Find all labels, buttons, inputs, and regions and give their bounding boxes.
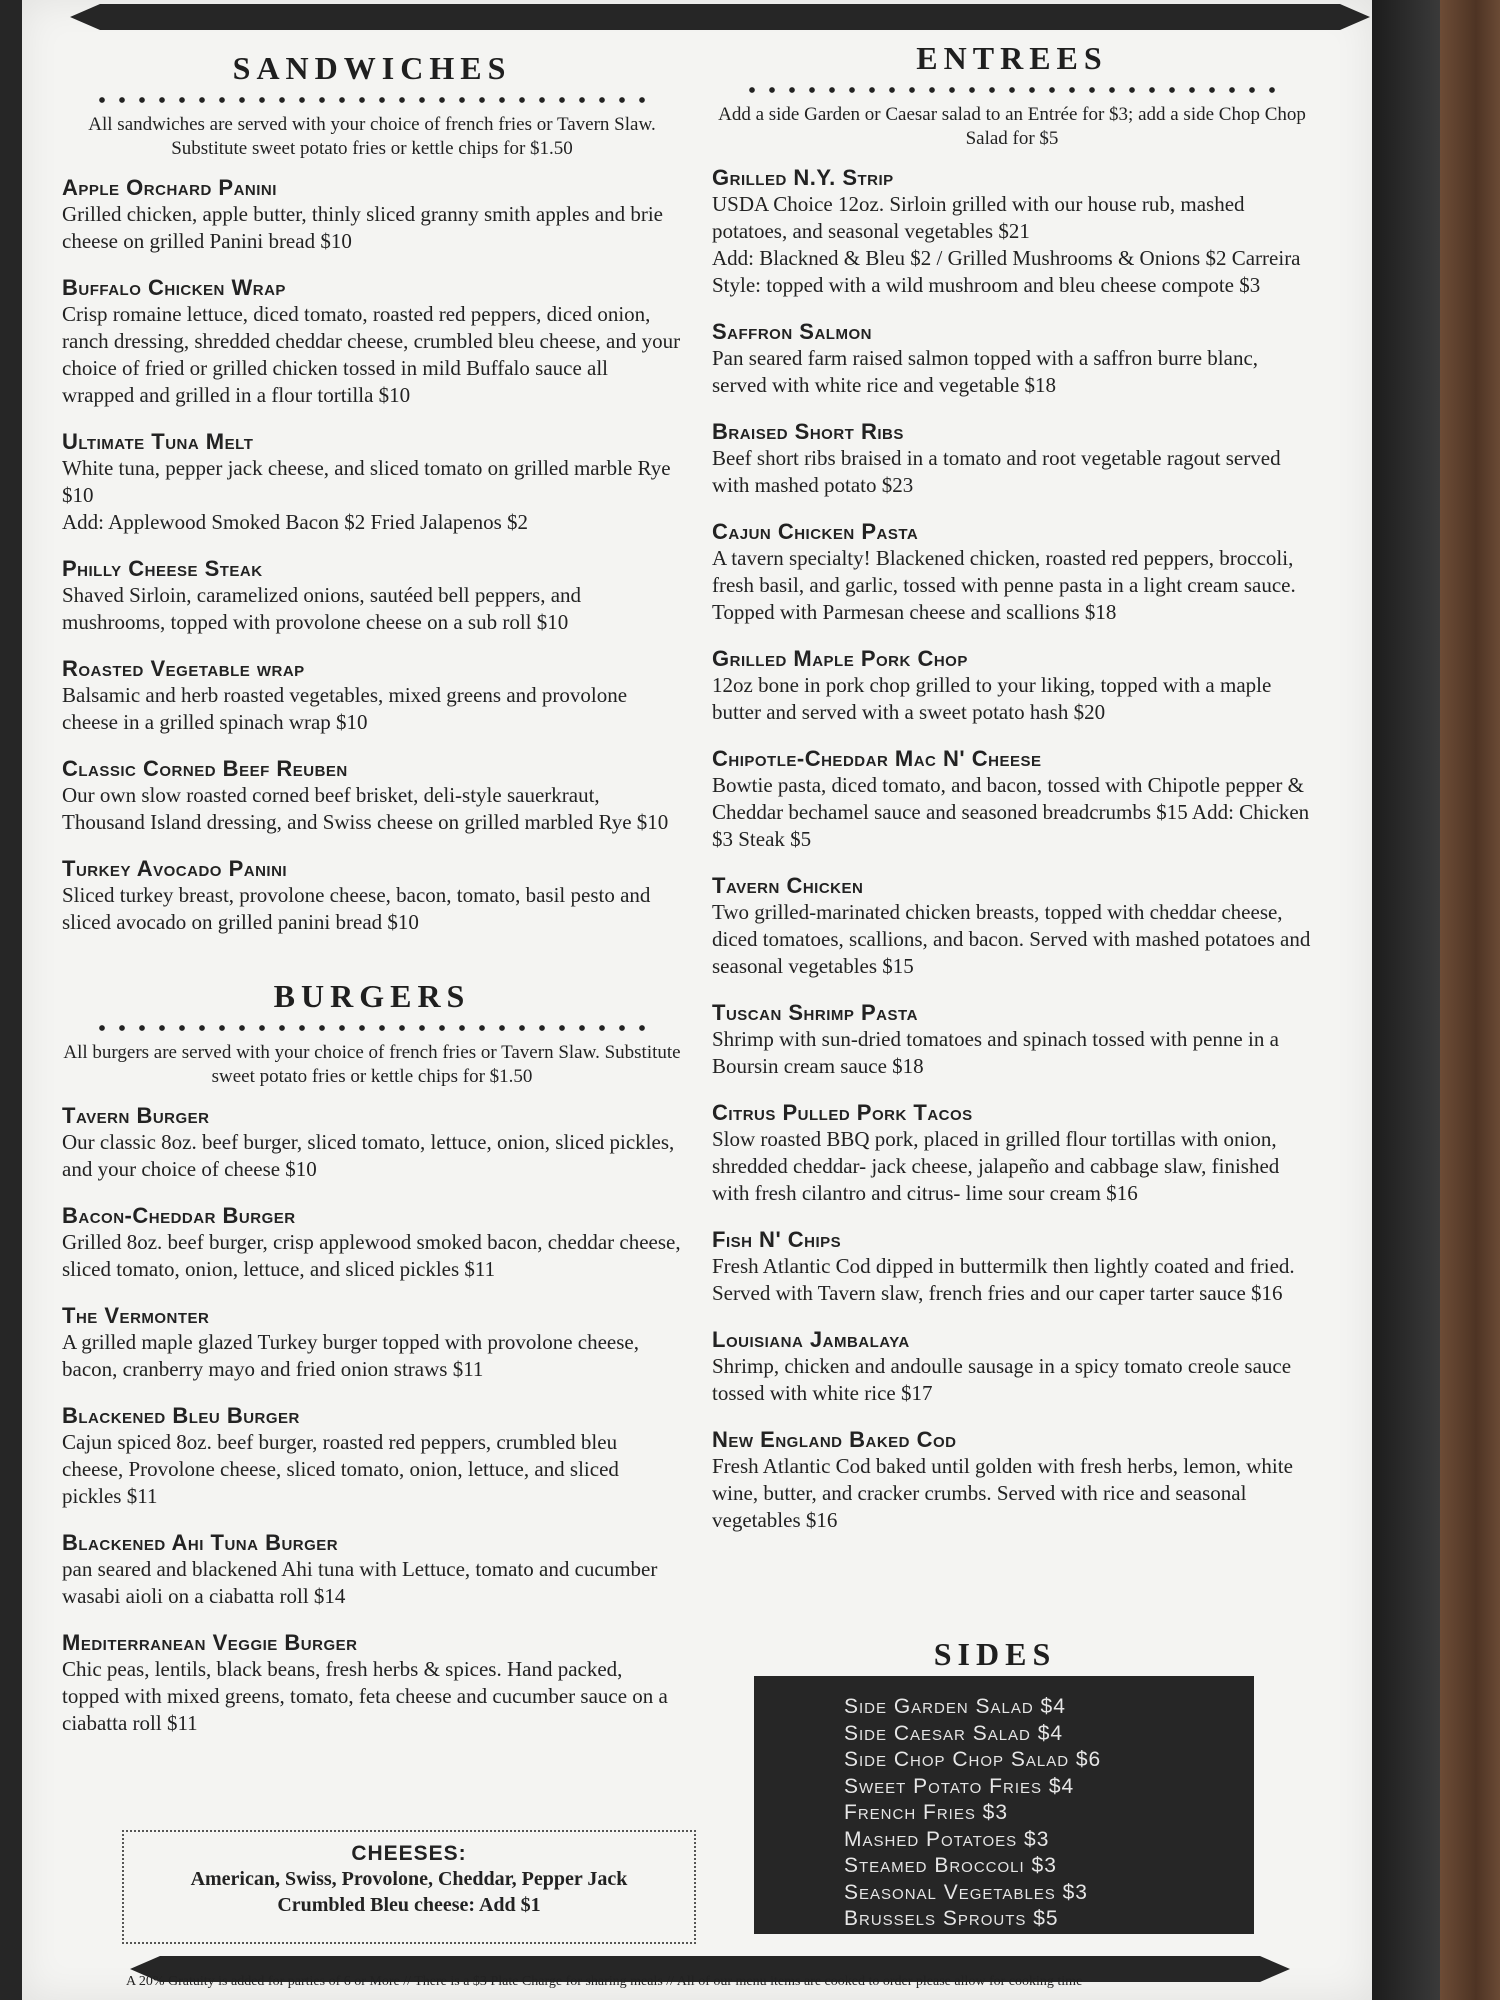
menu-item [62, 1103, 682, 1183]
menu-item-name: Mediterranean Veggie Burger [62, 1630, 358, 1655]
menu-edge [1372, 0, 1440, 2000]
menu-item-name: Apple Orchard Panini [62, 175, 277, 200]
cheeses-addon: Crumbled Bleu cheese: Add $1 [277, 1894, 541, 1916]
menu-item-description: Shrimp, chicken and andoulle sausage in a spicy tomato creole sauce tossed with white rice $17 [712, 1354, 1292, 1405]
menu-item-name: Fish N' Chips [712, 1227, 842, 1252]
menu-item-description: Sliced turkey breast, provolone cheese, bacon, tomato, basil pesto and sliced avocado on grilled panini bread $10 [62, 883, 651, 934]
menu-item-name: Grilled Maple Pork Chop [712, 646, 968, 671]
menu-item-name: Tuscan Shrimp Pasta [712, 1000, 918, 1025]
right-column [712, 40, 1312, 1554]
menu-item-description: Beef short ribs braised in a tomato and root vegetable ragout served with mashed potato $23 [712, 446, 1281, 497]
side-item: Side Chop Chop Salad $6 [844, 1748, 1102, 1771]
menu-item-name: Blackened Ahi Tuna Burger [62, 1530, 339, 1555]
menu-item [62, 1203, 682, 1283]
menu-item-name: Citrus Pulled Pork Tacos [712, 1100, 973, 1125]
dotted-divider [742, 83, 1282, 97]
menu-item-name: Saffron Salmon [712, 319, 872, 344]
sides-title: SIDES [933, 1636, 1057, 1672]
menu-item-description: White tuna, pepper jack cheese, and sliced tomato on grilled marble Rye $10 [62, 456, 671, 507]
menu-item [712, 165, 1312, 299]
side-item: Sweet Potato Fries $4 [844, 1774, 1075, 1798]
burgers-section [62, 978, 682, 1737]
menu-item-description: Shaved Sirloin, caramelized onions, sautéed bell peppers, and mushrooms, topped with provolone cheese on a sub roll $10 [62, 583, 582, 634]
sides-list [754, 1676, 1254, 1933]
menu-item [712, 419, 1312, 499]
menu-item-description: Slow roasted BBQ pork, placed in grilled flour tortillas with onion, shredded cheddar- jack cheese, jalapeño and cabbage slaw, finished with fresh cilantro and citrus- lime sour cream $16 [712, 1127, 1280, 1205]
burgers-title: BURGERS [273, 978, 471, 1014]
menu-item-addons: Add: Applewood Smoked Bacon $2 Fried Jalapenos $2 [62, 510, 529, 534]
menu-item [712, 1427, 1312, 1534]
sandwiches-section [62, 50, 682, 936]
menu-item-name: Ultimate Tuna Melt [62, 429, 254, 454]
burger-list [62, 1103, 682, 1737]
side-item: Side Caesar Salad $4 [844, 1721, 1064, 1745]
menu-item [712, 319, 1312, 399]
entrees-title: ENTREES [916, 40, 1108, 76]
menu-item-description: Grilled 8oz. beef burger, crisp applewood smoked bacon, cheddar cheese, sliced tomato, onion, lettuce, and sliced pickles $11 [62, 1230, 681, 1281]
menu-item-name: Braised Short Ribs [712, 419, 904, 444]
menu-item [712, 1227, 1312, 1307]
menu-item-description: Grilled chicken, apple butter, thinly sliced granny smith apples and brie cheese on grilled Panini bread $10 [62, 202, 663, 253]
menu-item-name: Blackened Bleu Burger [62, 1403, 300, 1428]
menu-item [62, 1630, 682, 1737]
menu-item [712, 746, 1312, 853]
side-item: French Fries $3 [844, 1801, 1009, 1824]
menu-item-description: Balsamic and herb roasted vegetables, mixed greens and provolone cheese in a grilled spinach wrap $10 [62, 683, 628, 734]
sides-box [754, 1676, 1254, 1934]
menu-item-description: Our own slow roasted corned beef brisket, deli-style sauerkraut, Thousand Island dressing, and Swiss cheese on grilled marbled Rye $10 [62, 783, 669, 834]
menu-item-description: pan seared and blackened Ahi tuna with Lettuce, tomato and cucumber wasabi aioli on a ciabatta roll $14 [62, 1557, 658, 1608]
sandwiches-note: All sandwiches are served with your choice of french fries or Tavern Slaw. Substitute sweet potato fries or kettle chips for $1.50 [88, 114, 656, 159]
menu-item-name: Classic Corned Beef Reuben [62, 756, 348, 781]
menu-item [62, 429, 682, 536]
menu-item [62, 556, 682, 636]
menu-item [62, 856, 682, 936]
side-item: Side Garden Salad $4 [844, 1695, 1066, 1718]
menu-item-name: Louisiana Jambalaya [712, 1327, 910, 1352]
menu-item-description: Crisp romaine lettuce, diced tomato, roasted red peppers, diced onion, ranch dressing, shredded cheddar cheese, crumbled bleu cheese, and your choice of fried or grilled chicken tossed in mild Buffalo sauce all wrapped and grilled in a flour tortilla $10 [62, 302, 681, 407]
menu-item-description: USDA Choice 12oz. Sirloin grilled with our house rub, mashed potatoes, and seasonal vegetables $21 [712, 192, 1245, 243]
dotted-divider [92, 1021, 652, 1035]
menu-item-description: Our classic 8oz. beef burger, sliced tomato, lettuce, onion, sliced pickles, and your choice of cheese $10 [62, 1130, 675, 1181]
menu-item-description: Fresh Atlantic Cod dipped in buttermilk then lightly coated and fried. Served with Tavern slaw, french fries and our caper tarter sauce $16 [712, 1254, 1295, 1305]
left-column [62, 50, 682, 1757]
menu-item-description: 12oz bone in pork chop grilled to your liking, topped with a maple butter and served with a sweet potato hash $20 [712, 673, 1272, 724]
entree-list [712, 165, 1312, 1534]
menu-item [712, 1327, 1312, 1407]
sandwiches-title: SANDWICHES [232, 50, 512, 86]
cheeses-box [122, 1830, 696, 1944]
menu-item [62, 656, 682, 736]
menu-item-description: Fresh Atlantic Cod baked until golden with fresh herbs, lemon, white wine, butter, and cracker crumbs. Served with rice and seasonal vegetables $16 [712, 1454, 1293, 1532]
menu-item-name: Turkey Avocado Panini [62, 856, 288, 881]
menu-item [62, 1530, 682, 1610]
menu-item [712, 519, 1312, 626]
menu-item-name: Philly Cheese Steak [62, 556, 263, 581]
footer-note: A 20% Gratuity is added for parties of 6 or More // There is a $3 Plate Charge for sharing meals // All of our menu items are cooked to order please allow for cooking time [126, 1974, 1083, 1989]
dotted-divider [92, 93, 652, 107]
entrees-section [712, 40, 1312, 1534]
menu-item-description: Two grilled-marinated chicken breasts, topped with cheddar cheese, diced tomatoes, scallions, and bacon. Served with mashed potatoes and seasonal vegetables $15 [712, 900, 1311, 978]
menu-item-description: Pan seared farm raised salmon topped with a saffron burre blanc, served with white rice and vegetable $18 [712, 346, 1259, 397]
menu-item-addons: Add: Blackned & Bleu $2 / Grilled Mushrooms & Onions $2 Carreira Style: topped with a wild mushroom and bleu cheese compote $3 [712, 246, 1301, 297]
top-banner [100, 4, 1340, 30]
menu-item [712, 1000, 1312, 1080]
menu-item-name: Buffalo Chicken Wrap [62, 275, 286, 300]
entrees-note: Add a side Garden or Caesar salad to an Entrée for $3; add a side Chop Chop Salad for $5 [718, 104, 1306, 149]
menu-item-description: Chic peas, lentils, black beans, fresh herbs & spices. Hand packed, topped with mixed greens, tomato, feta cheese and cucumber sauce on a ciabatta roll $11 [62, 1657, 668, 1735]
side-item: Brussels Sprouts $5 [844, 1907, 1059, 1930]
menu-item [712, 873, 1312, 980]
side-item: Mashed Potatoes $3 [844, 1827, 1050, 1851]
cheeses-list: American, Swiss, Provolone, Cheddar, Pepper Jack [190, 1868, 628, 1890]
menu-item-name: Grilled N.Y. Strip [712, 165, 894, 190]
menu-item-name: Tavern Chicken [712, 873, 864, 898]
menu-item-name: The Vermonter [62, 1303, 210, 1328]
menu-item-description: A grilled maple glazed Turkey burger topped with provolone cheese, bacon, cranberry mayo and fried onion straws $11 [62, 1330, 639, 1381]
menu-item-description: A tavern specialty! Blackened chicken, roasted red peppers, broccoli, fresh basil, and garlic, tossed with penne pasta in a light cream sauce. Topped with Parmesan cheese and scallions $18 [712, 546, 1296, 624]
menu-item-name: Chipotle-Cheddar Mac N' Cheese [712, 746, 1042, 771]
menu-item [62, 175, 682, 255]
wood-table [1440, 0, 1500, 2000]
menu-item [712, 1100, 1312, 1207]
side-item: Steamed Broccoli $3 [844, 1854, 1057, 1877]
menu-item-name: Tavern Burger [62, 1103, 210, 1128]
menu-item [62, 756, 682, 836]
menu-item-description: Bowtie pasta, diced tomato, and bacon, tossed with Chipotle pepper & Cheddar bechamel sauce and seasoned breadcrumbs $15 Add: Chicken $3 Steak $5 [712, 773, 1310, 851]
burgers-note: All burgers are served with your choice of french fries or Tavern Slaw. Substitute sweet potato fries or kettle chips for $1.50 [63, 1042, 681, 1087]
menu-item [712, 646, 1312, 726]
menu-item-name: Bacon-Cheddar Burger [62, 1203, 296, 1228]
menu-item-description: Shrimp with sun-dried tomatoes and spinach tossed with penne in a Boursin cream sauce $18 [712, 1027, 1279, 1078]
menu-item-name: Roasted Vegetable wrap [62, 656, 305, 681]
cheeses-title: CHEESES: [351, 1842, 467, 1865]
side-item: Seasonal Vegetables $3 [844, 1880, 1088, 1904]
menu-item [62, 1303, 682, 1383]
sandwich-list [62, 175, 682, 936]
menu-item-description: Cajun spiced 8oz. beef burger, roasted red peppers, crumbled bleu cheese, Provolone cheese, sliced tomato, onion, lettuce, and sliced pickles $11 [62, 1430, 619, 1508]
menu-item [62, 1403, 682, 1510]
menu-item-name: New England Baked Cod [712, 1427, 957, 1452]
menu-item [62, 275, 682, 409]
menu-item-name: Cajun Chicken Pasta [712, 519, 919, 544]
